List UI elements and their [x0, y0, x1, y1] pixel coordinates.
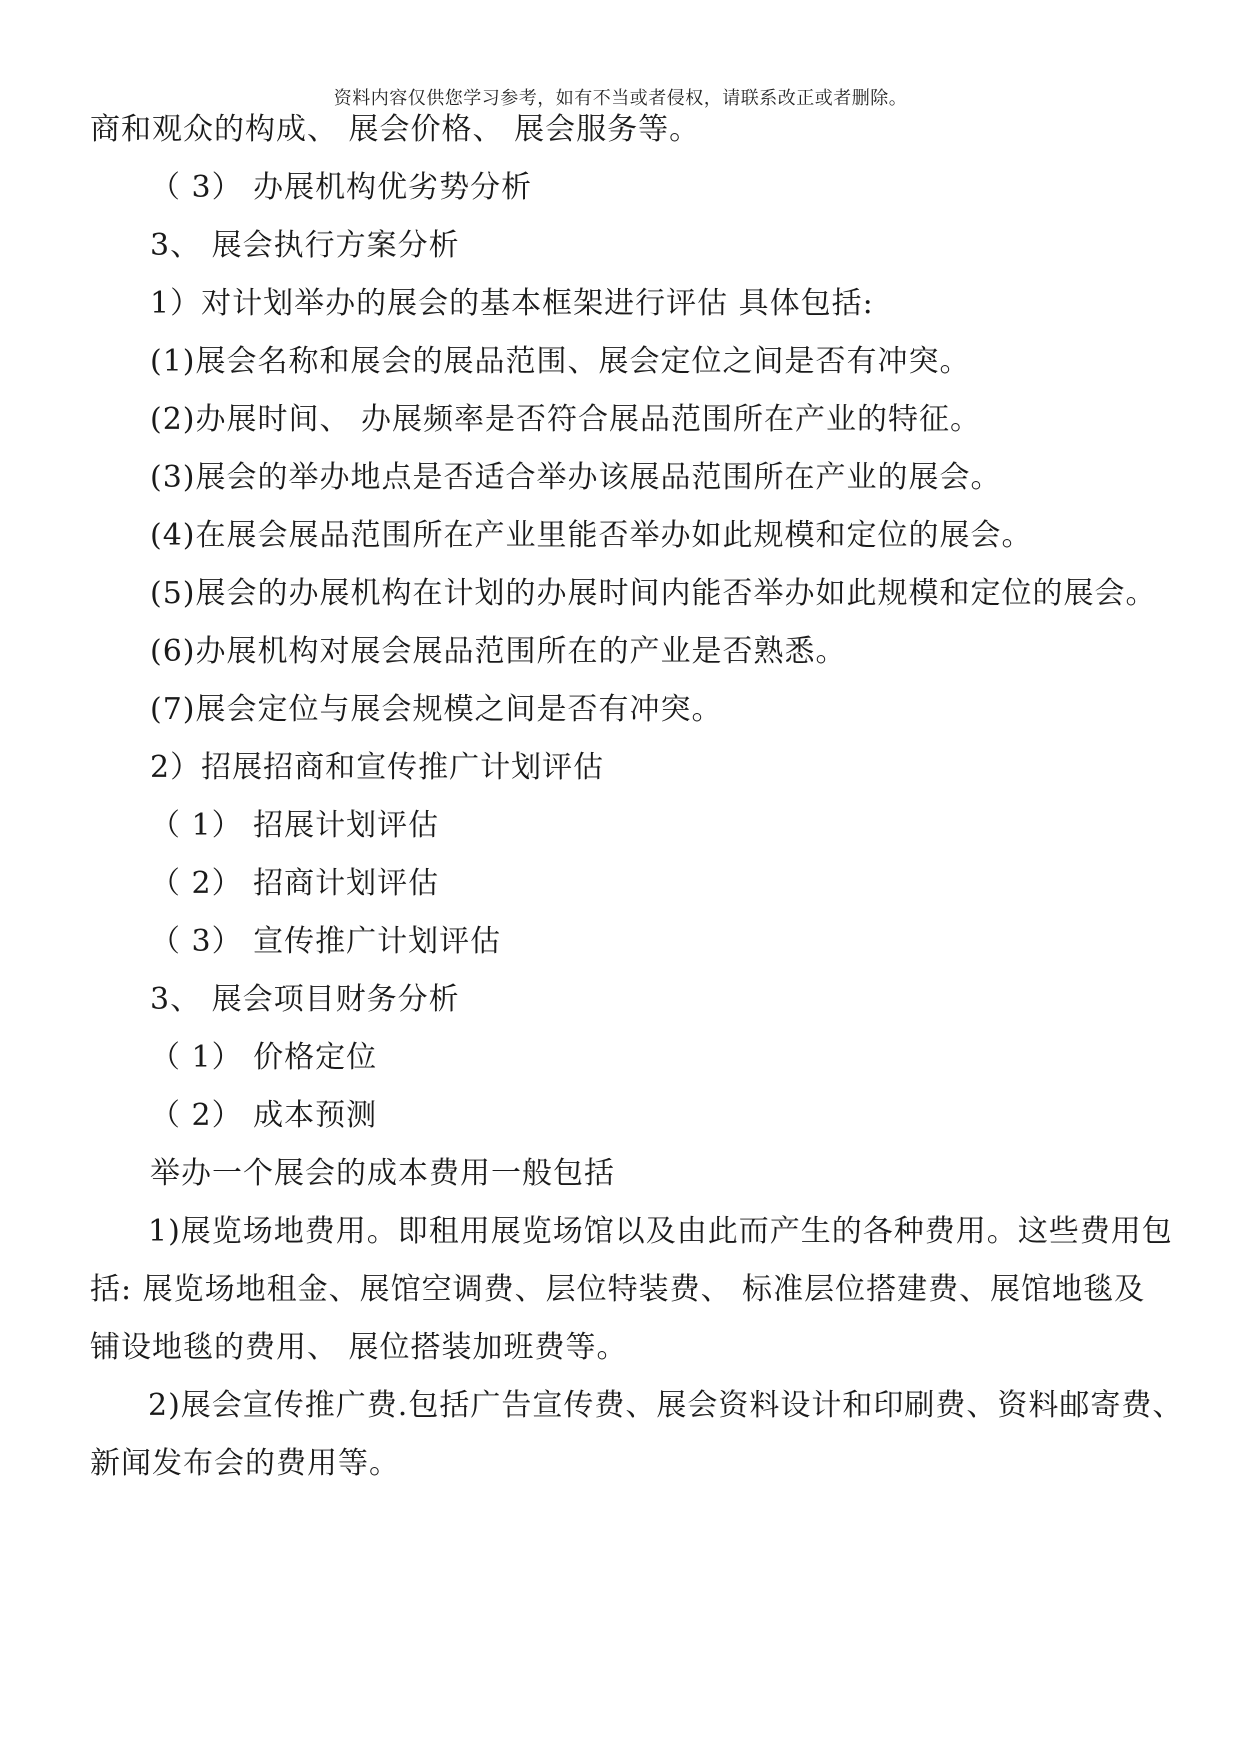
paragraph-line: 括: 展览场地租金、展馆空调费、层位特装费、 标准层位搭建费、展馆地毯及 [90, 1272, 1146, 1307]
section-heading: 3、 展会项目财务分析 [150, 982, 460, 1017]
list-item: (1)展会名称和展会的展品范围、展会定位之间是否有冲突。 [150, 344, 971, 379]
list-item: (6)办展机构对展会展品范围所在的产业是否熟悉。 [150, 634, 847, 669]
list-item: （ 1） 价格定位 [150, 1040, 378, 1075]
paragraph-line: 举办一个展会的成本费用一般包括 [150, 1156, 615, 1191]
section-heading: 3、 展会执行方案分析 [150, 228, 460, 263]
list-item: (3)展会的举办地点是否适合举办该展品范围所在产业的展会。 [150, 460, 1002, 495]
list-item: 1）对计划举办的展会的基本框架进行评估 具体包括: [150, 286, 874, 321]
list-item: (2)办展时间、 办展频率是否符合展品范围所在产业的特征。 [150, 402, 982, 437]
paragraph-line: 2)展会宣传推广费.包括广告宣传费、展会资料设计和印刷费、资料邮寄费、 [148, 1388, 1184, 1423]
paragraph-line: 新闻发布会的费用等。 [90, 1446, 400, 1481]
list-item: （ 1） 招展计划评估 [150, 808, 440, 843]
list-item: (7)展会定位与展会规模之间是否有冲突。 [150, 692, 723, 727]
paragraph-line: 商和观众的构成、 展会价格、 展会服务等。 [90, 112, 701, 147]
list-item: （ 2） 招商计划评估 [150, 866, 440, 901]
list-item: （ 2） 成本预测 [150, 1098, 378, 1133]
list-item: （ 3） 办展机构优劣势分析 [150, 170, 533, 205]
paragraph-line: 1)展览场地费用。即租用展览场馆以及由此而产生的各种费用。这些费用包 [148, 1214, 1173, 1249]
list-item: (5)展会的办展机构在计划的办展时间内能否举办如此规模和定位的展会。 [150, 576, 1157, 611]
list-item: （ 3） 宣传推广计划评估 [150, 924, 502, 959]
page-header-disclaimer: 资料内容仅供您学习参考，如有不当或者侵权，请联系改正或者删除。 [333, 88, 908, 109]
paragraph-line: 铺设地毯的费用、 展位搭装加班费等。 [90, 1330, 628, 1365]
list-item: 2）招展招商和宣传推广计划评估 [150, 750, 605, 785]
list-item: (4)在展会展品范围所在产业里能否举办如此规模和定位的展会。 [150, 518, 1033, 553]
